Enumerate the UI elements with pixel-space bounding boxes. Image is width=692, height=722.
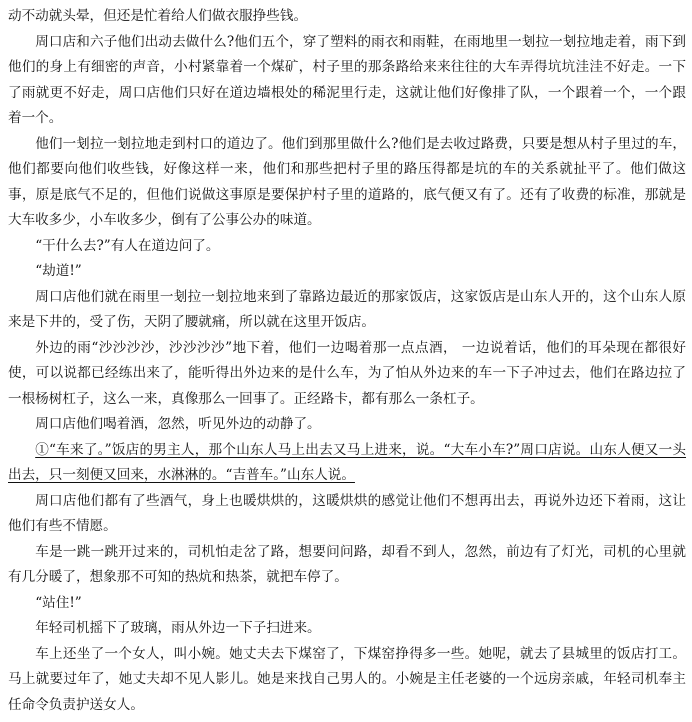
paragraph-11: 车是一跳一跳开过来的，司机怕走岔了路，想要问问路，却看不到人，忽然，前边有了灯光，司机的心里就有几分暖了，想象那不可知的热炕和热茶，就把车停了。 bbox=[8, 543, 686, 585]
paragraph-9-underlined: ①“车来了。”饭店的男主人，那个山东人马上出去又马上进来，说。“大车小车?”周口店说。山东人便又一头出去，只一刻便又回来，水淋淋的。“吉普车。”山东人说。 bbox=[8, 441, 686, 483]
document-page bbox=[8, 4, 686, 718]
paragraph-5: “劫道!” bbox=[35, 263, 82, 279]
paragraph-14: 车上还坐了一个女人，叫小婉。她丈夫去下煤窑了，下煤窑挣得多一些。她呢，就去了县城里的饭店打工。马上就要过年了，她丈夫却不见人影儿。她是来找自己男人的。小婉是主任老婆的一个远房亲戚，年轻司机奉主任命令负责护送女人。 bbox=[8, 645, 686, 713]
paragraph-8: 周口店他们喝着酒，忽然，听见外边的动静了。 bbox=[35, 416, 321, 432]
paragraph-13: 年轻司机摇下了玻璃，雨从外边一下子扫进来。 bbox=[35, 620, 321, 636]
paragraph-1: 动不动就头晕，但还是忙着给人们做衣服挣些钱。 bbox=[8, 8, 308, 24]
paragraph-10: 周口店他们都有了些酒气，身上也暖烘烘的，这暖烘烘的感觉让他们不想再出去，再说外边还下着雨，这让他们有些不情愿。 bbox=[8, 492, 686, 534]
paragraph-4: “干什么去?”有人在道边问了。 bbox=[35, 237, 220, 254]
paragraph-7: 外边的雨“沙沙沙沙，沙沙沙沙”地下着，他们一边喝着那一点点酒， 一边说着话，他们的耳朵现在都很好使，可以说都已经练出来了，能听得出外边来的是什么车，为了怕从外边来的车一下子冲过去，他们在路边拉了一根杨树杠子，这么一来，真像那么一回事了。正经路卡，都有那么一条杠子。 bbox=[8, 339, 686, 407]
paragraph-3: 他们一刬拉一刬拉地走到村口的道边了。他们到那里做什么?他们是去收过路费，只要是想从村子里过的车，他们都要向他们收些钱，好像这样一来，他们和那些把村子里的路压得都是坑的车的关系就扯平了。他们做这事，原是底气不足的，但他们说做这事原是要保护村子里的道路的，底气便又有了。还有了收费的标准，那就是大车收多少，小车收多少，倒有了公事公办的味道。 bbox=[8, 135, 686, 228]
paragraph-12: “站住!” bbox=[35, 594, 82, 611]
paragraph-2: 周口店和六子他们出动去做什么?他们五个，穿了塑料的雨衣和雨鞋，在雨地里一刬拉一刬拉地走着，雨下到他们的身上有细密的声音，小村紧靠着一个煤矿，村子里的那条路给来来往往的大车弄得坑坑洼洼不好走。一下了雨就更不好走，周口店他们只好在道边墙根处的稀泥里行走，这就让他们好像排了队，一个跟着一个，一个跟着一个。 bbox=[8, 33, 686, 126]
paragraph-6: 周口店他们就在雨里一刬拉一刬拉地来到了靠路边最近的那家饭店，这家饭店是山东人开的，这个山东人原来是下井的，受了伤，天阴了腰就痛，所以就在这里开饭店。 bbox=[8, 288, 686, 330]
